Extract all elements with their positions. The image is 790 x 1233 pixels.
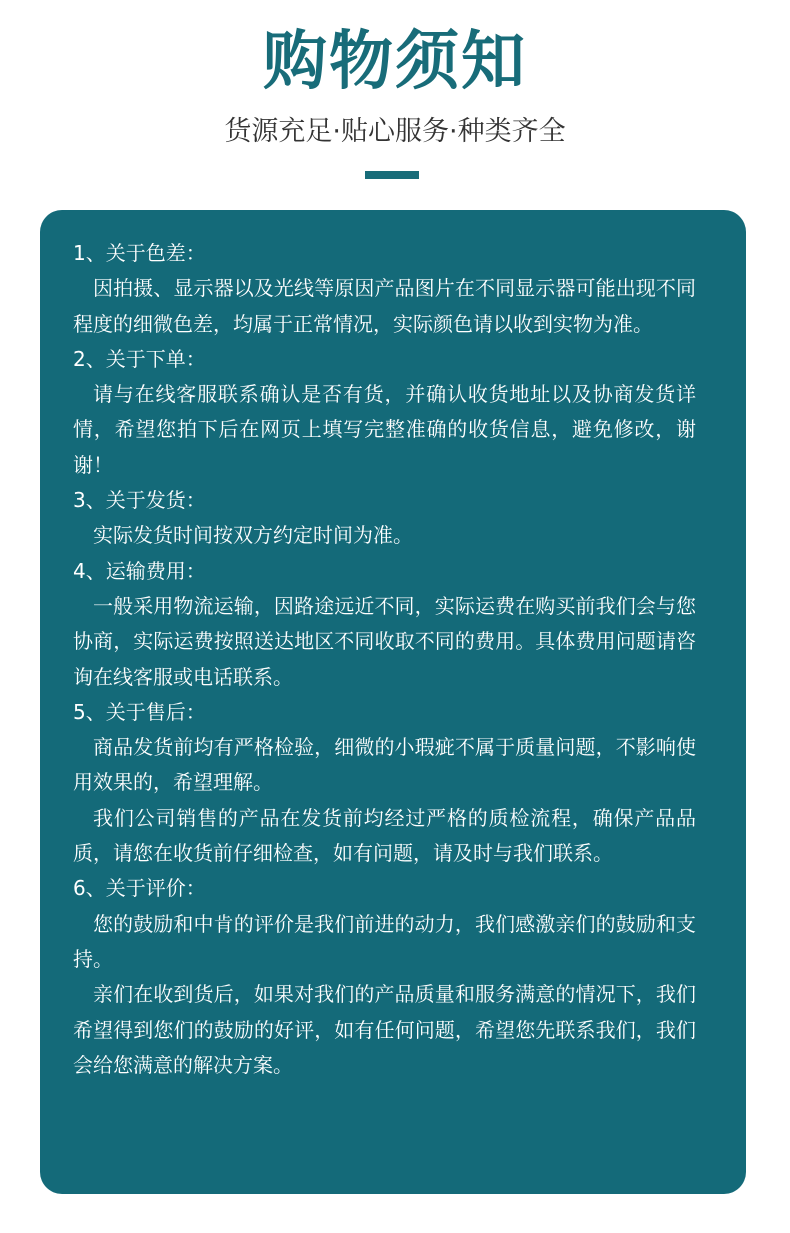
section-heading: 2、关于下单： bbox=[73, 346, 206, 371]
section-paragraph: 因拍摄、显示器以及光线等原因产品图片在不同显示器可能出现不同程度的细微色差，均属于正常情况，实际颜色请以收到实物为准。 bbox=[73, 276, 696, 336]
section-shipping bbox=[73, 483, 696, 554]
section-freight-cost bbox=[73, 554, 696, 695]
section-heading: 6、关于评价： bbox=[73, 876, 206, 901]
section-paragraph: 请与在线客服联系确认是否有货，并确认收货地址以及协商发货详情，希望您拍下后在网页上填写完整准确的收货信息，避免修改，谢谢！ bbox=[73, 382, 696, 477]
title-divider bbox=[365, 171, 419, 179]
section-heading: 3、关于发货： bbox=[73, 488, 206, 513]
section-paragraph: 商品发货前均有严格检验，细微的小瑕疵不属于质量问题，不影响使用效果的，希望理解。 bbox=[73, 735, 696, 795]
section-paragraph: 我们公司销售的产品在发货前均经过严格的质检流程，确保产品品质，请您在收货前仔细检查，如有问题，请及时与我们联系。 bbox=[73, 805, 696, 866]
section-paragraph: 您的鼓励和中肯的评价是我们前进的动力，我们感激亲们的鼓励和支持。 bbox=[73, 911, 696, 971]
section-color-difference bbox=[73, 236, 696, 342]
section-heading: 4、运输费用： bbox=[73, 558, 206, 583]
section-heading: 1、关于色差： bbox=[73, 241, 206, 265]
page-subtitle: 货源充足·贴心服务·种类齐全 bbox=[224, 116, 566, 147]
section-paragraph: 亲们在收到货后，如果对我们的产品质量和服务满意的情况下，我们希望得到您们的鼓励的好评，如有任何问题，希望您先联系我们，我们会给您满意的解决方案。 bbox=[73, 982, 696, 1077]
section-paragraph: 一般采用物流运输，因路途远近不同，实际运费在购买前我们会与您协商，实际运费按照送达地区不同收取不同的费用。具体费用问题请咨询在线客服或电话联系。 bbox=[73, 593, 696, 689]
section-after-sales bbox=[73, 695, 696, 871]
section-ordering bbox=[73, 342, 696, 483]
section-paragraph: 实际发货时间按双方约定时间为准。 bbox=[93, 523, 413, 548]
section-heading: 5、关于售后： bbox=[73, 699, 206, 724]
section-reviews bbox=[73, 871, 696, 1083]
page-title: 购物须知 bbox=[263, 25, 527, 99]
notice-panel bbox=[40, 210, 746, 1194]
